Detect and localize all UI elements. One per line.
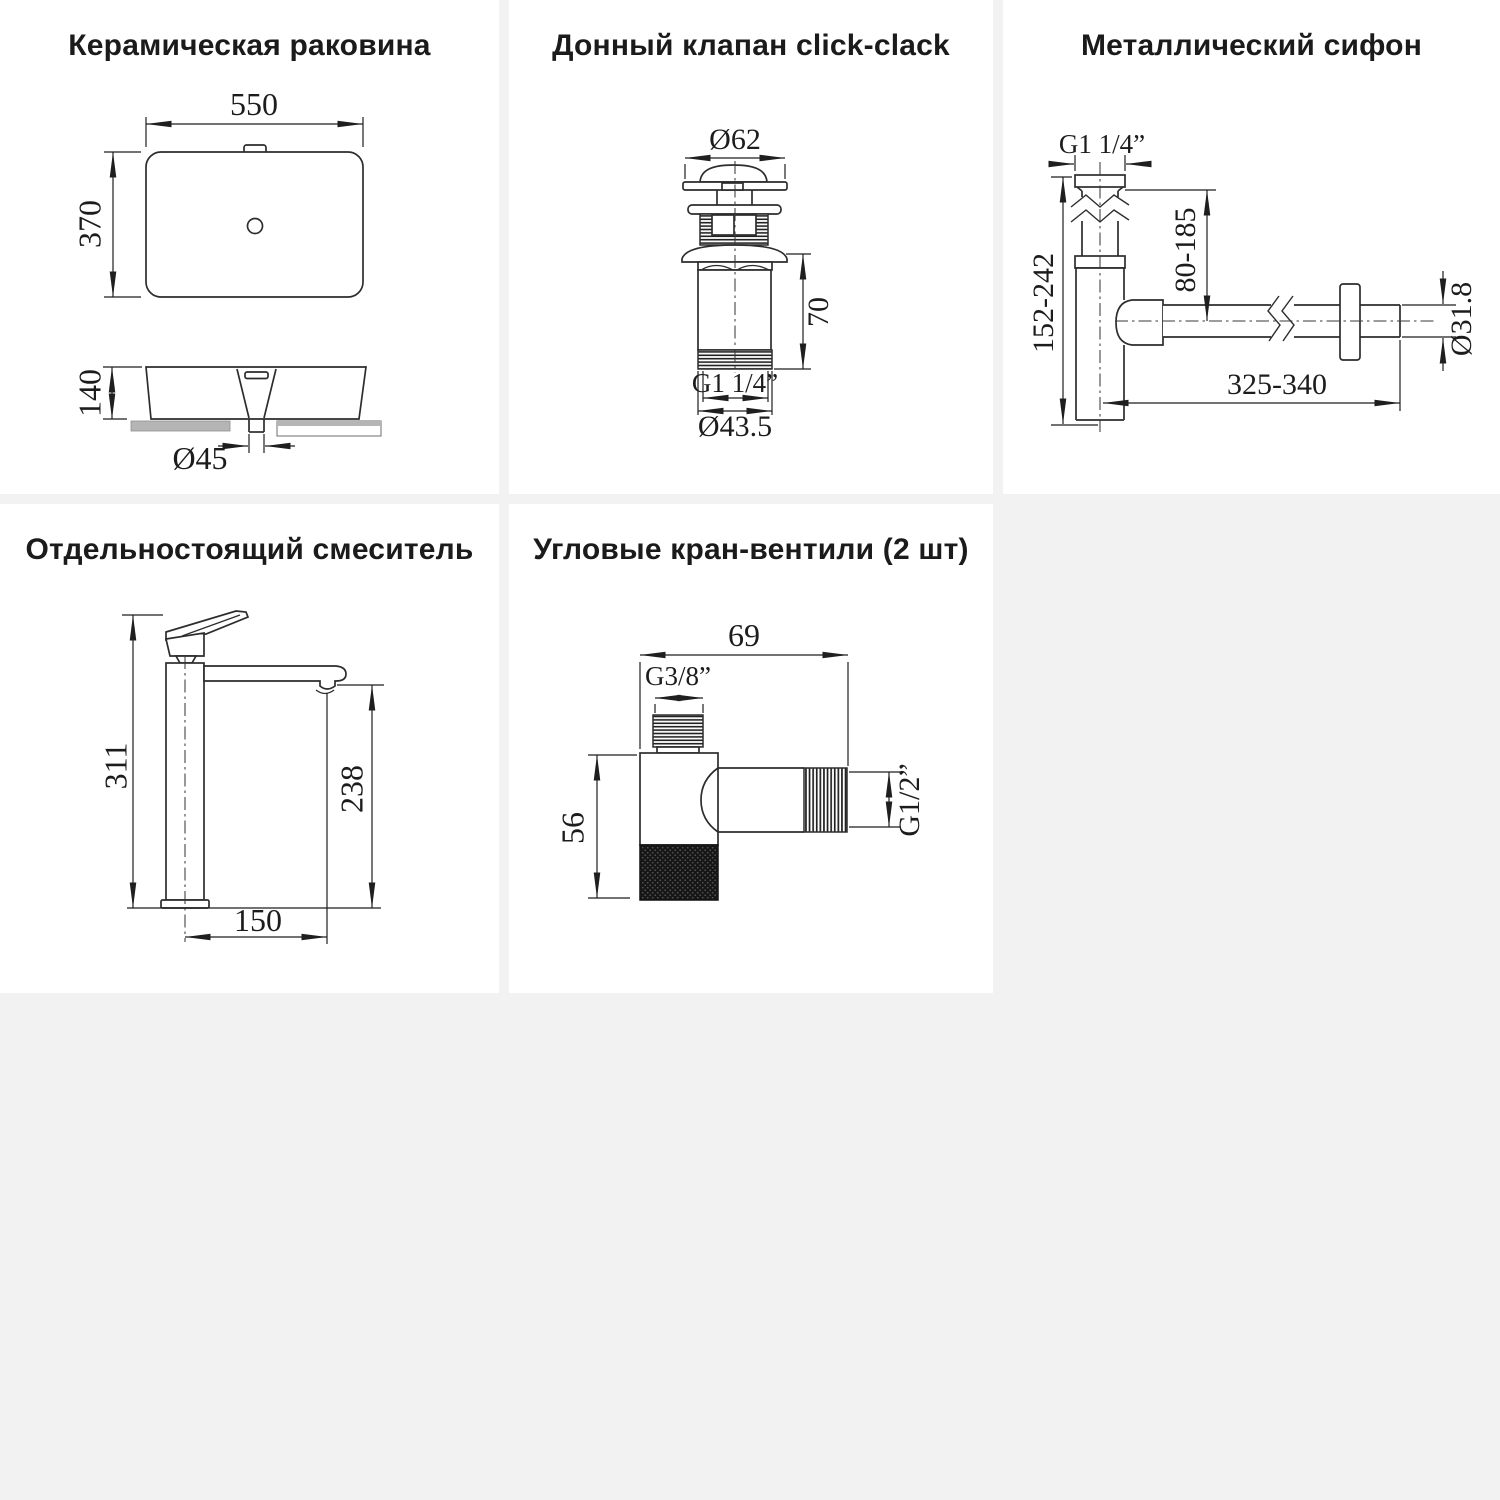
mixer-spout xyxy=(204,666,346,689)
panel-mixer xyxy=(0,504,499,993)
valve-cap-dim: Ø62 xyxy=(709,123,761,156)
wall-escutcheon xyxy=(1340,284,1360,360)
angle-valve-outlet-thread-dim: G1/2” xyxy=(892,763,926,837)
countertop-left xyxy=(131,421,230,431)
angle-valve-height-dim: 56 xyxy=(554,812,591,844)
knurled-handle xyxy=(640,845,718,900)
panel-siphon xyxy=(1003,0,1500,494)
angle-valve-technical-drawing xyxy=(509,504,993,993)
angle-valve-width-dim: 69 xyxy=(728,617,760,653)
sink-drain-dim: Ø45 xyxy=(172,440,228,476)
drain-valve-title: Донный клапан click-clack xyxy=(552,29,950,62)
inlet-thread-stub xyxy=(653,715,703,747)
valve-thread-diameter-dim: Ø43.5 xyxy=(697,410,773,443)
outlet-thread xyxy=(804,768,847,832)
mixer-height-dim: 311 xyxy=(97,742,134,790)
mixer-lever xyxy=(166,611,248,640)
panel-angle-valves xyxy=(509,504,993,993)
angle-valve-inlet-thread-dim: G3/8” xyxy=(645,661,711,691)
panel-ceramic-sink xyxy=(0,0,499,494)
mixer-reach-dim: 150 xyxy=(234,902,282,938)
siphon-inlet-dim: 80-185 xyxy=(1168,207,1202,293)
panel-drain-valve xyxy=(509,0,993,494)
valve-thread-dim: G1 1/4” xyxy=(691,368,779,398)
sink-depth-dim: 370 xyxy=(71,200,108,248)
angle-valves-title: Угловые кран-вентили (2 шт) xyxy=(533,533,969,566)
ceramic-sink-technical-drawing xyxy=(0,0,499,494)
mixer-technical-drawing xyxy=(0,504,499,993)
overflow-tab xyxy=(244,145,266,152)
siphon-thread-dim: G1 1/4” xyxy=(1058,129,1146,159)
siphon-technical-drawing xyxy=(1003,0,1500,494)
siphon-reach-dim: 325-340 xyxy=(1227,368,1327,401)
ceramic-sink-title: Керамическая раковина xyxy=(68,29,431,62)
siphon-pipe-diameter-dim: Ø31.8 xyxy=(1444,281,1478,357)
mixer-title: Отдельностоящий смеситель xyxy=(25,533,474,566)
mixer-spout-height-dim: 238 xyxy=(333,765,370,813)
siphon-title: Металлический сифон xyxy=(1080,29,1423,62)
drain-valve-technical-drawing xyxy=(509,0,993,494)
sink-height-dim: 140 xyxy=(71,369,108,417)
sink-width-dim: 550 xyxy=(230,86,278,122)
valve-height-dim: 70 xyxy=(801,297,835,327)
siphon-height-dim: 152-242 xyxy=(1026,253,1060,353)
